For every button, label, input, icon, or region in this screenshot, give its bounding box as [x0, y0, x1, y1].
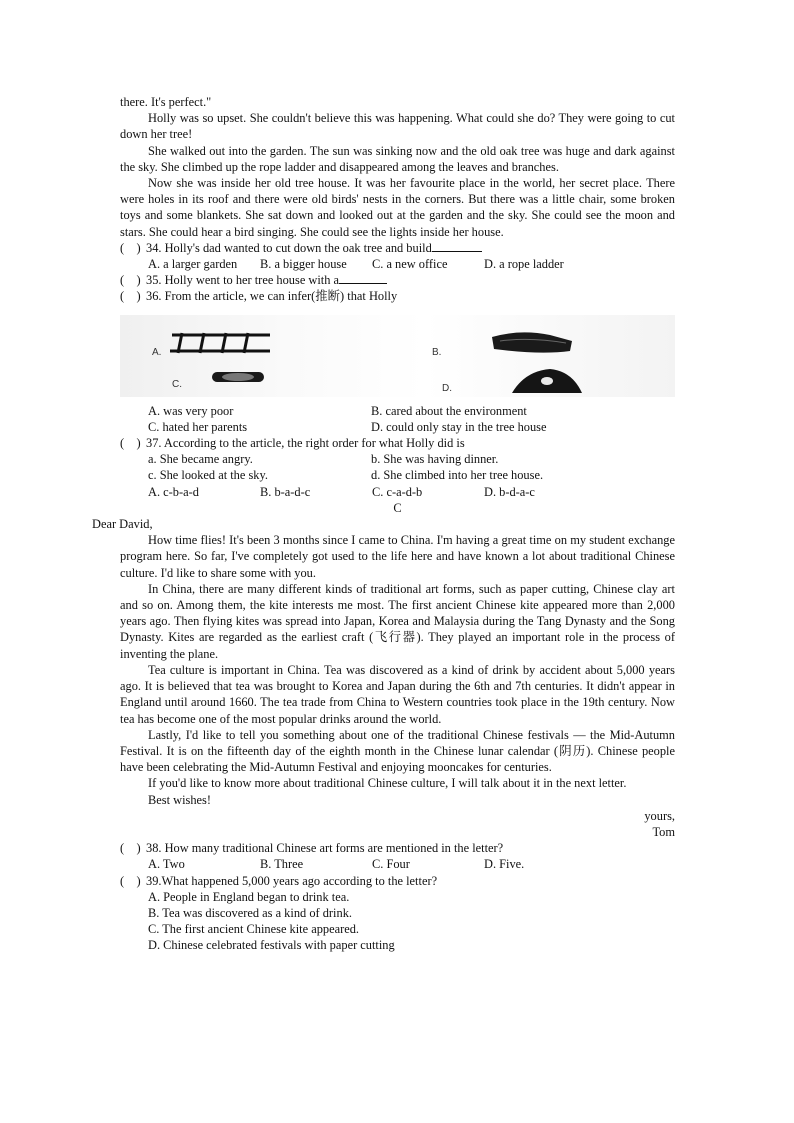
- letter-closing: Best wishes!: [148, 792, 211, 807]
- event-item: c. She looked at the sky.: [148, 468, 268, 483]
- passage-paragraph: Holly was so upset. She couldn't believe this was happening. What could she do? They were going to cut down her tree!: [120, 111, 675, 142]
- option: B. Tea was discovered as a kind of drink.: [148, 905, 352, 920]
- option: C. a new office: [372, 257, 448, 272]
- option: C. c-a-d-b: [372, 484, 423, 499]
- option: D. Chinese celebrated festivals with paper cutting: [148, 938, 395, 953]
- worksheet-page: [92, 94, 675, 954]
- answer-blank[interactable]: [432, 240, 482, 252]
- options-36-row1: [148, 403, 675, 419]
- pic-label-a: A.: [152, 346, 162, 358]
- question-37: [120, 435, 675, 451]
- letter-paragraph: Tea culture is important in China. Tea was discovered as a kind of drink by accident about 5,000 years ago. It is believed that tea was brought to Korea and Japan during the 6th and 7th centuries. It didn't appear in England until around 1660. The tea trade from China to Western countries took place in the 19th century. Now tea has become one of the most popular drinks around the world.: [120, 662, 675, 726]
- question-39: [120, 873, 675, 889]
- options-37: [148, 484, 675, 500]
- question-stem: 38. How many traditional Chinese art forms are mentioned in the letter?: [146, 841, 504, 856]
- question-35: [120, 272, 675, 288]
- question-38: [120, 840, 675, 856]
- event-item: a. She became angry.: [148, 452, 253, 467]
- event-item: b. She was having dinner.: [371, 452, 499, 467]
- option: B. cared about the environment: [371, 403, 527, 418]
- answer-paren[interactable]: ( ): [120, 841, 141, 856]
- option: A. c-b-a-d: [148, 484, 199, 499]
- option: D. b-d-a-c: [484, 484, 535, 499]
- letter-signoff: yours,: [644, 808, 675, 823]
- options-36-row2: [148, 419, 675, 435]
- option: D. could only stay in the tree house: [371, 419, 547, 434]
- tent-icon: [512, 369, 582, 393]
- question-stem: 39.What happened 5,000 years ago according to the letter?: [146, 873, 438, 888]
- option: D. Five.: [484, 857, 525, 872]
- options-34: [148, 256, 675, 272]
- letter-greeting: Dear David,: [92, 517, 153, 532]
- answer-blank[interactable]: [339, 272, 387, 284]
- question-stem: 35. Holly went to her tree house with a: [146, 273, 340, 288]
- option: B. Three: [260, 857, 304, 872]
- events-row2: [148, 467, 675, 483]
- letter-paragraph: Lastly, I'd like to tell you something about one of the traditional Chinese festivals — the Mid-Autumn Festival. It is on the fifteenth day of the eighth month in the Chinese lunar calendar (阴历). Chinese people have been celebrating the Mid-Autumn Festival and enjoying mooncakes for centuries.: [120, 727, 675, 775]
- option: C. The first ancient Chinese kite appeared.: [148, 922, 360, 937]
- option: C. hated her parents: [148, 419, 248, 434]
- option: C. Four: [372, 857, 410, 872]
- events-row1: [148, 451, 675, 467]
- option: A. People in England began to drink tea.: [148, 889, 350, 904]
- blanket-icon: [492, 332, 572, 352]
- option: A. was very poor: [148, 403, 234, 418]
- answer-paren[interactable]: ( ): [120, 873, 141, 888]
- letter-signature: Tom: [652, 824, 675, 839]
- option: A. Two: [148, 857, 185, 872]
- option: B. b-a-d-c: [260, 484, 311, 499]
- question-36: [120, 288, 675, 304]
- flashlight-icon: [212, 372, 264, 382]
- picture-options-strip: [120, 315, 675, 397]
- passage-paragraph: Now she was inside her old tree house. It was her favourite place in the world, her secret place. There were holes in its roof and there were old birds' nests in the corners. But there was a little chair, some broken toys and some blankets. She sat down and looked out at the garden and the sky. She could see the moon and stars. She could hear a bird singing. She could see the lights inside her house.: [120, 176, 675, 239]
- answer-paren[interactable]: ( ): [120, 289, 141, 304]
- question-stem: 34. Holly's dad wanted to cut down the oak tree and build: [146, 240, 432, 255]
- letter-paragraph: In China, there are many different kinds of traditional art forms, such as paper cutting, Chinese clay art and so on. Among them, the kite interests me most. The first ancient Chinese kite appeared more than 2,000 years ago. Then flying kites was spread into Japan, Korea and Malaysia during the Tang Dynasty and the Song Dynasty. Kites are regarded as the earliest craft (飞行器). They played an important role in the process of inventing the plane.: [120, 581, 675, 661]
- ladder-icon: [170, 333, 270, 353]
- answer-paren[interactable]: ( ): [120, 240, 141, 255]
- passage-paragraph: She walked out into the garden. The sun was sinking now and the old oak tree was huge and dark against the sky. She climbed up the rope ladder and disappeared among the leaves and branches.: [120, 143, 675, 174]
- letter-paragraph: If you'd like to know more about traditional Chinese culture, I will talk about it in the next letter.: [148, 776, 627, 791]
- option: A. a larger garden: [148, 257, 238, 272]
- option: D. a rope ladder: [484, 257, 564, 272]
- answer-paren[interactable]: ( ): [120, 436, 141, 451]
- option: B. a bigger house: [260, 257, 347, 272]
- pic-label-d: D.: [442, 382, 452, 394]
- answer-paren[interactable]: ( ): [120, 273, 141, 288]
- options-38: [148, 856, 675, 872]
- event-item: d. She climbed into her tree house.: [371, 468, 544, 483]
- pic-label-b: B.: [432, 346, 442, 358]
- question-stem: 37. According to the article, the right order for what Holly did is: [146, 436, 465, 451]
- picture-options-image: [120, 315, 675, 397]
- letter-paragraph: How time flies! It's been 3 months since I came to China. I'm having a great time on my student exchange program here. So far, I've completely got used to the life here and have known a lot about traditional Chinese culture. I'd like to share some with you.: [120, 533, 675, 580]
- passage-line: there. It's perfect.": [120, 95, 212, 109]
- section-heading-c: C: [393, 500, 402, 515]
- question-stem: 36. From the article, we can infer(推断) that Holly: [146, 289, 398, 304]
- question-34: [120, 240, 675, 256]
- pic-label-c: C.: [172, 378, 182, 390]
